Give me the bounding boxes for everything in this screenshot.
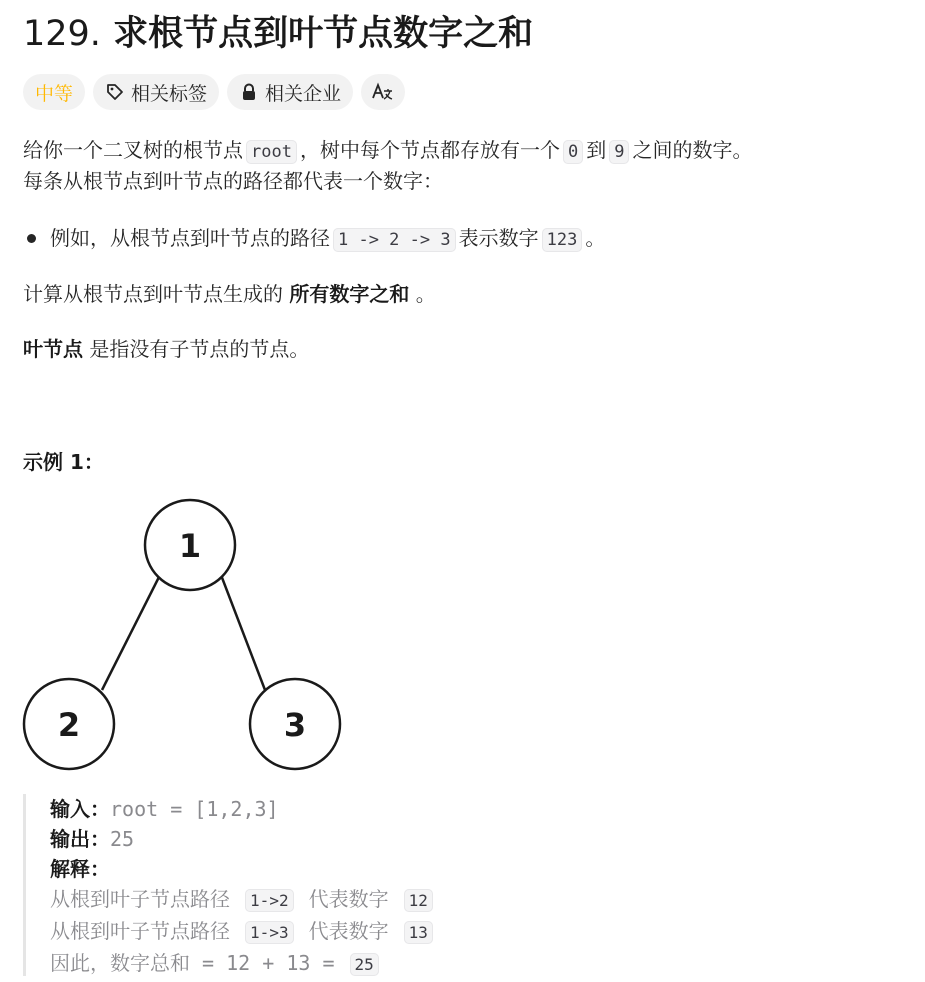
translate-icon bbox=[371, 82, 395, 102]
related-companies-button[interactable] bbox=[227, 74, 353, 110]
code-path: 1->3 bbox=[245, 921, 294, 944]
tag-bar bbox=[23, 74, 405, 110]
translate-button[interactable] bbox=[361, 74, 405, 110]
code-number: 13 bbox=[404, 921, 433, 944]
desc-text: 给你一个二叉树的根节点 bbox=[23, 138, 243, 162]
problem-title-text: 求根节点到叶节点数字之和 bbox=[113, 14, 534, 54]
explain-line bbox=[50, 854, 523, 884]
tree-node-left-label: 2 bbox=[57, 706, 81, 744]
related-tags-label: 相关标签 bbox=[131, 82, 208, 105]
explain-line-2 bbox=[50, 916, 523, 948]
description-line-2: 每条从根节点到叶节点的路径都代表一个数字： bbox=[23, 169, 443, 193]
input-label: 输入： bbox=[50, 797, 110, 821]
edge-root-left bbox=[102, 573, 161, 690]
example-bullet bbox=[23, 223, 605, 255]
desc-text: 表示数字 bbox=[458, 226, 539, 250]
example-block bbox=[23, 794, 523, 976]
explain-label: 解释： bbox=[50, 857, 110, 881]
output-line bbox=[50, 824, 523, 854]
problem-number: 129. bbox=[23, 14, 101, 54]
tree-node-right-label: 3 bbox=[283, 706, 307, 744]
edge-root-right bbox=[221, 575, 265, 690]
code-zero: 0 bbox=[563, 140, 583, 164]
output-value: 25 bbox=[110, 827, 135, 851]
related-tags-button[interactable] bbox=[93, 74, 219, 110]
lock-icon bbox=[239, 82, 259, 102]
tree-diagram bbox=[20, 494, 350, 784]
input-value: root = [1,2,3] bbox=[110, 797, 279, 821]
explain-text: 从根到叶子节点路径 bbox=[50, 887, 230, 911]
problem-title bbox=[23, 6, 533, 56]
desc-text: ，树中每个节点都存放有一个 bbox=[299, 138, 560, 162]
code-number: 25 bbox=[350, 953, 379, 976]
code-root: root bbox=[246, 140, 297, 164]
explain-text: 代表数字 bbox=[308, 919, 389, 943]
desc-text: 计算从根节点到叶节点生成的 bbox=[23, 282, 283, 306]
output-label: 输出： bbox=[50, 827, 110, 851]
tag-icon bbox=[105, 82, 125, 102]
example-title: 示例 1： bbox=[23, 450, 104, 474]
difficulty-label: 中等 bbox=[35, 82, 74, 105]
desc-text: 。 bbox=[585, 226, 606, 250]
explain-line-1 bbox=[50, 884, 523, 916]
leaf-definition bbox=[23, 334, 309, 364]
desc-text: 是指没有子节点的节点。 bbox=[89, 337, 310, 361]
bold-text: 所有数字之和 bbox=[289, 282, 410, 306]
desc-text: 到 bbox=[586, 138, 607, 162]
desc-text: 。 bbox=[415, 282, 436, 306]
explain-expression: = 12 + 13 = bbox=[202, 951, 335, 975]
explain-text: 从根到叶子节点路径 bbox=[50, 919, 230, 943]
desc-text: 之间的数字。 bbox=[632, 138, 753, 162]
code-path: 1 -> 2 -> 3 bbox=[333, 228, 456, 252]
explain-text: 代表数字 bbox=[308, 887, 389, 911]
related-companies-label: 相关企业 bbox=[265, 82, 342, 105]
description-line-1 bbox=[23, 135, 752, 167]
bold-text: 叶节点 bbox=[23, 337, 83, 361]
calc-line bbox=[23, 279, 436, 309]
explain-text: 因此，数字总和 bbox=[50, 951, 190, 975]
explain-line-3 bbox=[50, 948, 523, 980]
bullet-dot bbox=[27, 234, 36, 243]
code-number: 123 bbox=[542, 228, 583, 252]
input-line bbox=[50, 794, 523, 824]
code-number: 12 bbox=[404, 889, 433, 912]
tree-node-root-label: 1 bbox=[178, 527, 202, 565]
desc-text: 例如，从根节点到叶节点的路径 bbox=[50, 226, 330, 250]
difficulty-badge bbox=[23, 74, 85, 110]
code-path: 1->2 bbox=[245, 889, 294, 912]
code-nine: 9 bbox=[609, 140, 629, 164]
